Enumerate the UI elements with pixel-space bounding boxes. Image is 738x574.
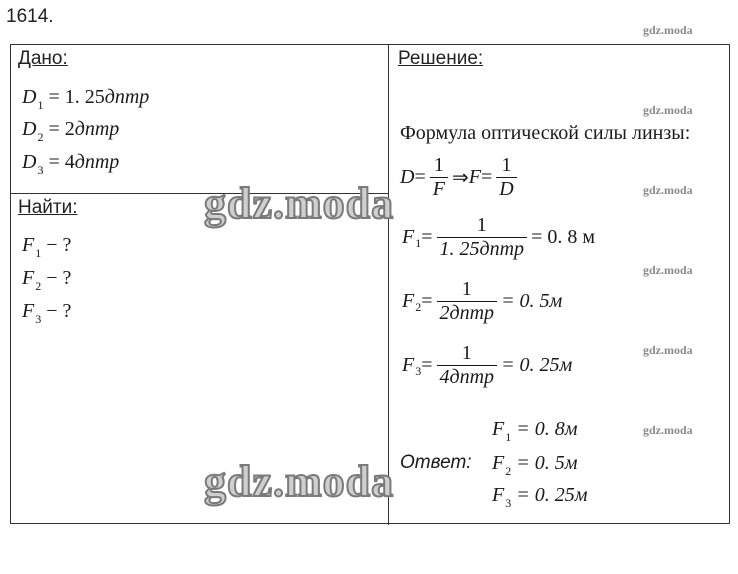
table-frame (10, 44, 730, 524)
find-item: $F_2$ − ? (22, 267, 72, 293)
watermark-large: gdz.moda (204, 457, 395, 506)
watermark-small: gdz.moda (643, 263, 693, 277)
answer-item: $F_1 = 0$. 8м (492, 418, 578, 444)
watermark-small: gdz.moda (643, 423, 693, 437)
column-divider (388, 44, 389, 525)
find-item: $F_1$ − ? (22, 234, 72, 260)
answer-item: $F_3 = 0$. 25м (492, 484, 588, 510)
given-item: $D_1 = 1$. 25дптр (22, 86, 150, 112)
given-item: $D_2$ = 2дптр (22, 118, 120, 144)
watermark-small: gdz.moda (643, 183, 693, 197)
fraction: $\frac{1}{\text{4дптр}}$ (437, 342, 498, 389)
watermark-small: gdz.moda (643, 23, 693, 37)
fraction: $\frac{1}{\text{1. 25дптр}}$ (437, 214, 528, 261)
answer-item: $F_2 = 0$. 5м (492, 452, 578, 478)
watermark-small: gdz.moda (643, 103, 693, 117)
given-item: $D_3$ = 4дптр (22, 151, 120, 177)
problem-number: 1614. (6, 6, 54, 27)
find-heading: Найти: (18, 197, 78, 218)
fraction: $\frac{1}{\text{2дптр}}$ (437, 278, 498, 325)
watermark-large: gdz.moda (204, 179, 395, 228)
solution-heading: Решение: (398, 48, 484, 69)
calc-f2: F 2 = $\frac{1}{\text{2дптр}}$ = 0. 5м (402, 278, 563, 324)
watermark-small: gdz.moda (643, 343, 693, 357)
lens-power-formula: D = $\frac{1}{F}$ ⇒ F = $\frac{1}{D}$ (400, 154, 521, 201)
answer-label: Ответ: (400, 452, 472, 473)
fraction: $\frac{1}{F}$ (430, 154, 448, 201)
calc-f3: F 3 = $\frac{1}{\text{4дптр}}$ = 0. 25м (402, 342, 573, 388)
fraction: $\frac{1}{D}$ (496, 154, 516, 201)
formula-caption: Формула оптической силы линзы: (400, 122, 691, 144)
find-item: $F_3$ − ? (22, 300, 72, 326)
given-heading: Дано: (18, 48, 68, 69)
calc-f1: F 1 = $\frac{1}{\text{1. 25дптр}}$ = 0. 8 м (402, 214, 595, 260)
